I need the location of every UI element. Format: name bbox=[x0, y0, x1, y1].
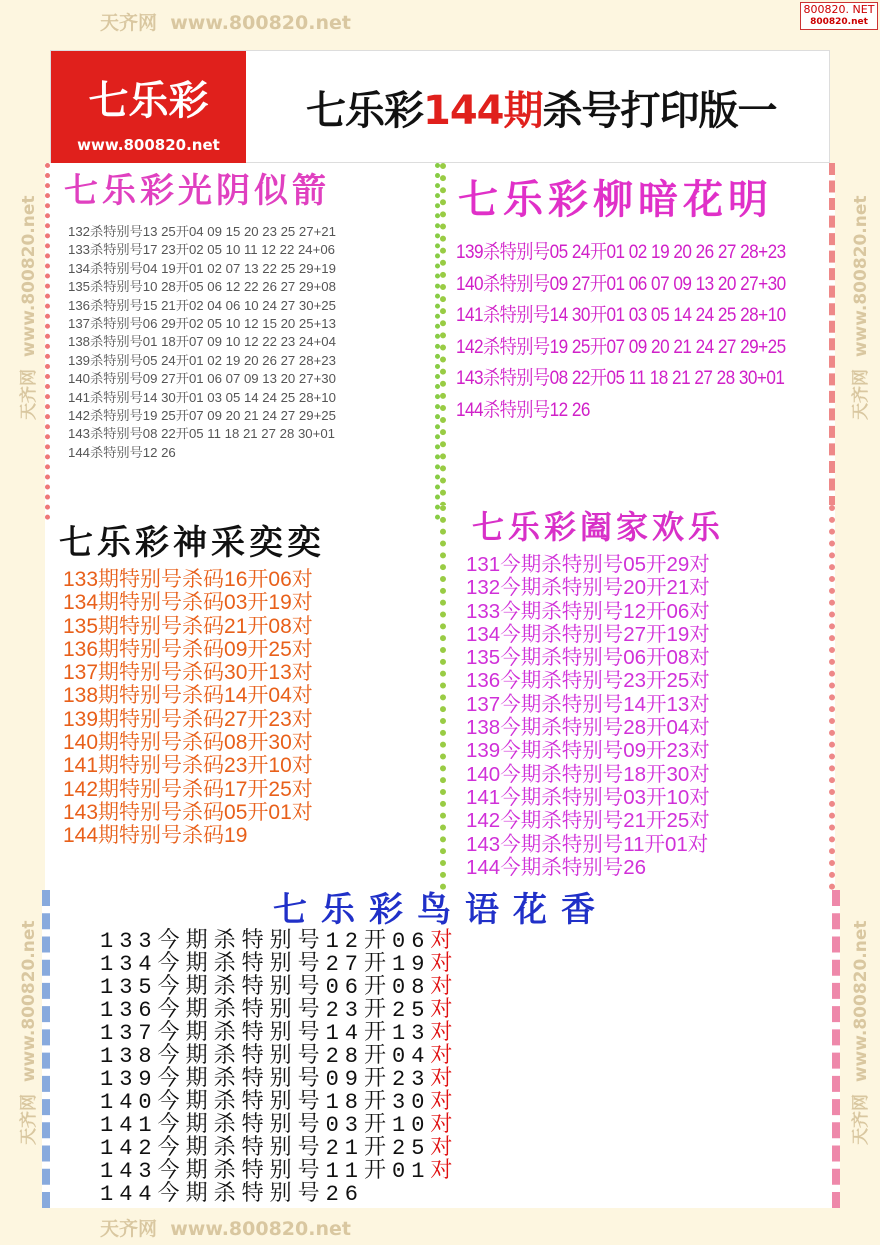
section-rows bbox=[50, 213, 435, 462]
section-guangyin bbox=[45, 163, 440, 520]
section-rows bbox=[446, 225, 829, 426]
list-item: 143期特别号杀码05开01对 bbox=[63, 800, 313, 824]
list-item: 142杀特别号19 25开07 09 20 21 24 27 29+25 bbox=[68, 408, 336, 424]
list-item: 137今期杀特别号14开13对 bbox=[466, 692, 710, 716]
logo bbox=[51, 51, 246, 164]
list-item: 144杀特别号12 26 bbox=[456, 398, 590, 421]
list-item: 143杀特别号08 22开05 11 18 21 27 28 30+01 bbox=[456, 367, 785, 389]
list-item: 133期特别号杀码16开06对 bbox=[63, 568, 313, 591]
watermark-url: www.800820.net bbox=[19, 195, 39, 358]
row-text: 138今期杀特别号28开04 bbox=[100, 1044, 431, 1069]
list-item: 139期特别号杀码27开23对 bbox=[63, 707, 313, 731]
list-item: 142今期杀特别号21开25对 bbox=[466, 809, 710, 833]
row-mark: 对 bbox=[430, 1113, 459, 1138]
list-item: 133今期杀特别号12开06对 bbox=[466, 599, 710, 623]
page-title bbox=[306, 79, 777, 136]
list-item: 140杀特别号09 27开01 06 07 09 13 20 27+30 bbox=[68, 371, 336, 387]
section-hejia bbox=[440, 505, 835, 890]
left-watermark-top bbox=[14, 195, 39, 420]
title-prefix: 七乐彩 bbox=[306, 88, 423, 134]
list-item: 134今期杀特别号27开19对 bbox=[466, 622, 710, 646]
list-item: 143杀特别号08 22开05 11 18 21 27 28 30+01 bbox=[68, 426, 335, 442]
list-item: 134期特别号杀码03开19对 bbox=[63, 591, 313, 615]
list-item: 136今期杀特别号23开25对 bbox=[466, 669, 710, 693]
list-item bbox=[100, 1045, 832, 1068]
row-mark: 对 bbox=[430, 998, 459, 1023]
row-text: 144今期杀特别号26 bbox=[100, 1182, 365, 1207]
list-item: 133杀特别号17 23开02 05 10 11 12 22 24+06 bbox=[68, 242, 335, 258]
list-item bbox=[100, 930, 832, 953]
list-item: 136期特别号杀码09开25对 bbox=[63, 637, 313, 661]
list-item: 132杀特别号13 25开04 09 15 20 23 25 27+21 bbox=[68, 224, 336, 239]
row-mark: 对 bbox=[430, 929, 459, 954]
row-mark: 对 bbox=[430, 1044, 459, 1069]
section-title: 七乐彩鸟语花香 bbox=[273, 890, 609, 930]
section-rows bbox=[50, 930, 832, 1206]
row-mark: 对 bbox=[430, 1021, 459, 1046]
site-badge[interactable] bbox=[800, 2, 878, 30]
top-watermark bbox=[100, 8, 351, 35]
row-mark: 对 bbox=[430, 975, 459, 1000]
list-item: 138今期杀特别号28开04对 bbox=[466, 716, 710, 740]
watermark-site: 天齐网 bbox=[851, 1094, 871, 1145]
row-text: 142今期杀特别号21开25 bbox=[100, 1136, 431, 1161]
right-watermark-top bbox=[846, 195, 871, 420]
list-item bbox=[100, 1068, 832, 1091]
badge-line2: 800820.net bbox=[810, 17, 868, 27]
list-item bbox=[100, 1183, 832, 1206]
row-mark: 对 bbox=[430, 1136, 459, 1161]
list-item: 141期特别号杀码23开10对 bbox=[63, 754, 313, 778]
list-item: 142杀特别号19 25开07 09 20 21 24 27 29+25 bbox=[456, 335, 786, 358]
title-suffix: 杀号打印版一 bbox=[542, 88, 777, 134]
list-item: 135杀特别号10 28开05 06 12 22 26 27 29+08 bbox=[68, 279, 336, 295]
list-item bbox=[100, 1022, 832, 1045]
list-item: 138期特别号杀码14开04对 bbox=[63, 684, 313, 708]
list-item bbox=[100, 953, 832, 976]
list-item: 136杀特别号15 21开02 04 06 10 24 27 30+25 bbox=[68, 297, 336, 313]
row-text: 136今期杀特别号23开25 bbox=[100, 998, 431, 1023]
watermark-site: 天齐网 bbox=[100, 12, 158, 34]
list-item: 140杀特别号09 27开01 06 07 09 13 20 27+30 bbox=[456, 272, 786, 295]
list-item: 135今期杀特别号06开08对 bbox=[466, 646, 710, 670]
list-item: 131今期杀特别号05开29对 bbox=[466, 553, 710, 576]
watermark-url: www.800820.net bbox=[851, 920, 871, 1083]
list-item: 144期特别号杀码19 bbox=[63, 824, 248, 848]
list-item: 137期特别号杀码30开13对 bbox=[63, 661, 313, 685]
section-niaoyu bbox=[42, 890, 840, 1208]
list-item: 139杀特别号05 24开01 02 19 20 26 27 28+23 bbox=[456, 241, 786, 263]
row-text: 139今期杀特别号09开23 bbox=[100, 1067, 431, 1092]
list-item: 144杀特别号12 26 bbox=[68, 444, 176, 460]
row-mark: 对 bbox=[430, 1090, 459, 1115]
list-item bbox=[100, 1114, 832, 1137]
watermark-site: 天齐网 bbox=[100, 1218, 158, 1240]
list-item: 138杀特别号01 18开07 09 10 12 22 23 24+04 bbox=[68, 334, 336, 350]
list-item: 144今期杀特别号26 bbox=[466, 855, 647, 879]
section-title: 七乐彩光阴似箭 bbox=[64, 171, 330, 211]
watermark-site: 天齐网 bbox=[851, 369, 871, 420]
header bbox=[50, 50, 830, 163]
row-mark: 对 bbox=[430, 1159, 459, 1184]
watermark-url: www.800820.net bbox=[851, 195, 871, 358]
logo-url: www.800820.net bbox=[77, 136, 220, 154]
right-watermark-bottom bbox=[846, 920, 871, 1145]
list-item: 139今期杀特别号09开23对 bbox=[466, 739, 710, 763]
list-item: 132今期杀特别号20开21对 bbox=[466, 576, 710, 600]
list-item: 142期特别号杀码17开25对 bbox=[63, 777, 313, 801]
row-text: 141今期杀特别号03开10 bbox=[100, 1113, 431, 1138]
row-text: 137今期杀特别号14开13 bbox=[100, 1021, 431, 1046]
list-item bbox=[100, 976, 832, 999]
list-item: 140今期杀特别号18开30对 bbox=[466, 762, 710, 786]
logo-text: 七乐彩 bbox=[88, 78, 209, 124]
row-mark: 对 bbox=[430, 1067, 459, 1092]
list-item: 137杀特别号06 29开02 05 10 12 15 20 25+13 bbox=[68, 316, 336, 332]
watermark-url: www.800820.net bbox=[170, 12, 351, 34]
list-item: 141杀特别号14 30开01 03 05 14 24 25 28+10 bbox=[68, 389, 336, 405]
list-item bbox=[100, 1137, 832, 1160]
section-title: 七乐彩神采奕奕 bbox=[59, 523, 325, 563]
row-text: 133今期杀特别号12开06 bbox=[100, 929, 431, 954]
row-text: 140今期杀特别号18开30 bbox=[100, 1090, 431, 1115]
watermark-site: 天齐网 bbox=[19, 1094, 39, 1145]
title-issue: 144期 bbox=[423, 88, 543, 134]
list-item: 140期特别号杀码08开30对 bbox=[63, 731, 313, 755]
list-item bbox=[100, 1091, 832, 1114]
list-item: 134杀特别号04 19开01 02 07 13 22 25 29+19 bbox=[68, 260, 336, 276]
watermark-url: www.800820.net bbox=[170, 1218, 351, 1240]
left-watermark-bottom bbox=[14, 920, 39, 1145]
list-item: 135期特别号杀码21开08对 bbox=[63, 614, 313, 638]
section-rows bbox=[446, 547, 829, 879]
list-item: 139杀特别号05 24开01 02 19 20 26 27 28+23 bbox=[68, 352, 336, 368]
watermark-url: www.800820.net bbox=[19, 920, 39, 1083]
list-item bbox=[100, 999, 832, 1022]
row-text: 135今期杀特别号06开08 bbox=[100, 975, 431, 1000]
section-title: 七乐彩阖家欢乐 bbox=[472, 508, 725, 546]
list-item: 141今期杀特别号03开10对 bbox=[466, 785, 710, 809]
section-title: 七乐彩柳暗花明 bbox=[458, 176, 773, 223]
row-text: 134今期杀特别号27开19 bbox=[100, 952, 431, 977]
list-item bbox=[100, 1160, 832, 1183]
row-text: 143今期杀特别号11开01 bbox=[100, 1159, 431, 1184]
row-mark: 对 bbox=[430, 952, 459, 977]
badge-line1: 800820. NET bbox=[803, 3, 875, 16]
list-item: 143今期杀特别号11开01对 bbox=[466, 832, 709, 856]
section-liuan bbox=[440, 163, 835, 508]
list-item: 141杀特别号14 30开01 03 05 14 24 25 28+10 bbox=[456, 304, 786, 326]
bottom-watermark bbox=[100, 1214, 351, 1241]
section-rows bbox=[45, 564, 440, 848]
watermark-site: 天齐网 bbox=[19, 369, 39, 420]
section-shencai bbox=[45, 520, 440, 890]
